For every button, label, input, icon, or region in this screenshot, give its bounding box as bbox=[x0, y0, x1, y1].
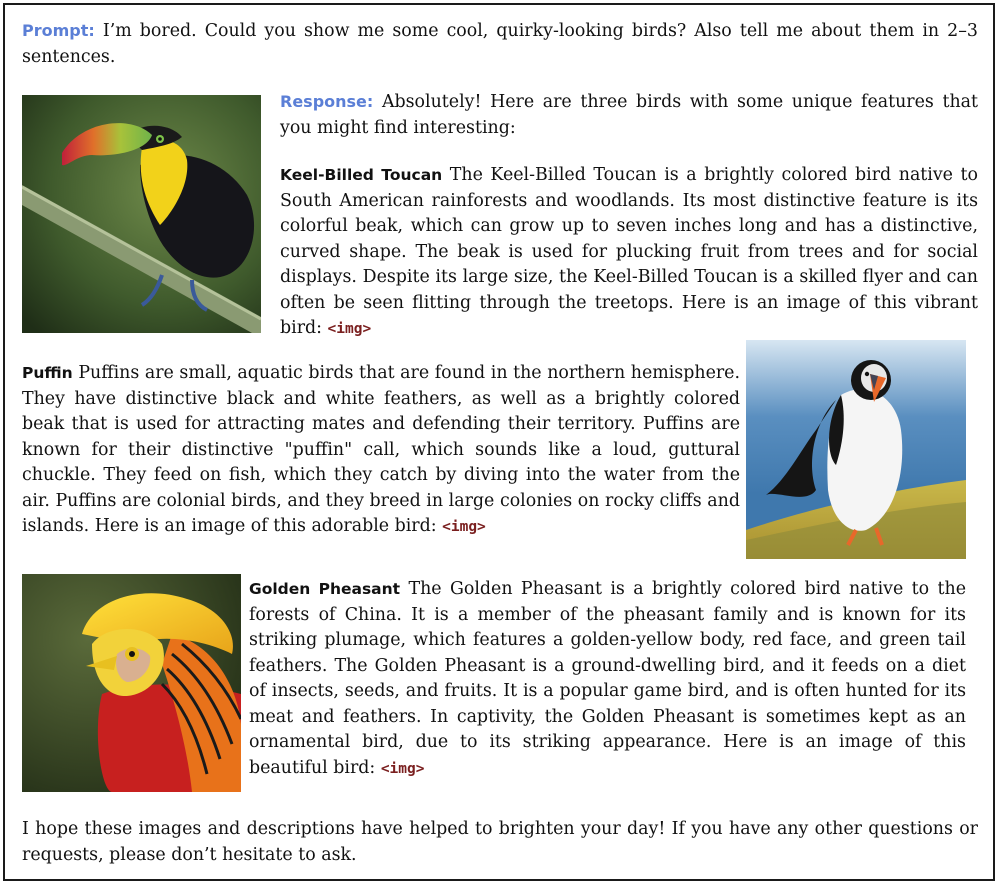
toucan-text: The Keel-Billed Toucan is a brightly colored bird native to South American rainforests and woodlands. Its most distinctive feature is its colorful beak, which can grow up to seven inches long and has a distinctive, curved shape. The beak is used for plucking fruit from trees and for social displays. Despite its large size, the Keel-Billed Toucan is a skilled flyer and can often be seen flitting through the treetops. Here is an image of this vibrant bird: bbox=[280, 165, 979, 338]
prompt-label: Prompt: bbox=[22, 21, 95, 40]
puffin-name: Puffin bbox=[22, 364, 73, 382]
response-intro: Absolutely! Here are three birds with some unique features that you might find interesting: bbox=[280, 92, 978, 138]
puffin-text: Puffins are small, aquatic birds that are found in the northern hemisphere. They have distinctive black and white feathers, as well as a brightly colored beak that is used for attracting mates and defending their territory. Puffins are known for their distinctive "puffin" call, which sounds like a loud, guttural chuckle. They feed on fish, which they catch by diving into the water from the air. Puffins are colonial birds, and they breed in large colonies on rocky cliffs and islands. Here is an image of this adorable bird: bbox=[22, 363, 740, 536]
response-label: Response: bbox=[280, 92, 374, 111]
toucan-img-tag: <img> bbox=[327, 321, 372, 337]
closing-paragraph bbox=[22, 817, 978, 868]
puffin-img-tag: <img> bbox=[442, 519, 486, 535]
closing-text: I hope these images and descriptions have helped to brighten your day! If you have any other questions or requests, please don’t hesitate to ask. bbox=[22, 819, 978, 865]
golden-pheasant-text: The Golden Pheasant is a brightly colored bird native to the forests of China. It is a member of the pheasant family and is known for its striking plumage, which features a golden-yellow body, red face, and green tail feathers. The Golden Pheasant is a ground-dwelling bird, and it feeds on a diet of insects, seeds, and fruits. It is a popular game bird, and is often hunted for its meat and feathers. In captivity, the Golden Pheasant is sometimes kept as an ornamental bird, due to its striking appearance. Here is an image of this beautiful bird: bbox=[249, 579, 967, 778]
prompt-text: I’m bored. Could you show me some cool, quirky-looking birds? Also tell me about them in 2–3 sentences. bbox=[22, 21, 978, 67]
toucan-name: Keel-Billed Toucan bbox=[280, 166, 443, 184]
prompt-paragraph bbox=[22, 18, 978, 70]
golden-pheasant-paragraph bbox=[249, 577, 966, 782]
puffin-photo bbox=[746, 340, 966, 559]
response-paragraph bbox=[280, 89, 978, 141]
golden-pheasant-photo bbox=[22, 574, 241, 792]
toucan-paragraph bbox=[280, 163, 978, 343]
toucan-photo bbox=[22, 95, 261, 333]
puffin-paragraph bbox=[22, 361, 740, 541]
golden-pheasant-img-tag: <img> bbox=[380, 760, 425, 777]
golden-pheasant-name: Golden Pheasant bbox=[249, 580, 401, 598]
